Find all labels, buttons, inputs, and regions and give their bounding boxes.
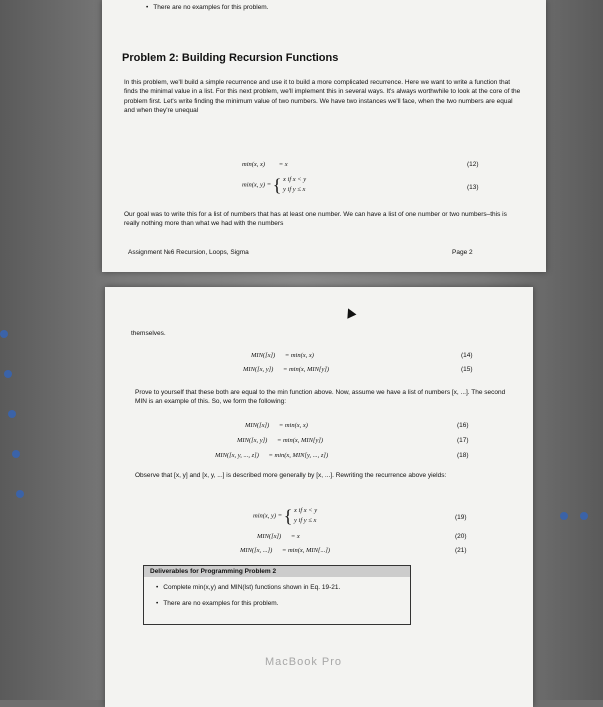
blue-dot-decoration <box>580 512 588 520</box>
eq20-rhs: = x <box>290 533 300 540</box>
blue-dot-decoration <box>12 450 20 458</box>
eq18-rhs: = min(x, MIN[y, ..., z]) <box>268 452 329 459</box>
eq18-lhs: MIN([x, y, ..., z]) <box>215 452 259 459</box>
eq14-number: (14) <box>461 352 473 359</box>
laptop-brand-label: MacBook Pro <box>265 656 343 668</box>
eq21-number: (21) <box>455 547 467 554</box>
eq12-number: (12) <box>467 161 479 168</box>
deliverable-item: • There are no examples for this problem. <box>156 599 279 608</box>
equation-15 <box>243 365 329 374</box>
eq15-number: (15) <box>461 366 473 373</box>
deliverables-title: Deliverables for Programming Problem 2 <box>144 566 410 577</box>
eq12-rhs: = x <box>278 161 288 168</box>
eq16-rhs: = min(x, x) <box>278 422 308 429</box>
eq19-case2: y if y ≤ x <box>294 517 317 524</box>
document-page-2 <box>105 287 533 707</box>
blue-dot-decoration <box>4 370 12 378</box>
eq13-case1: x if x < y <box>283 176 307 183</box>
eq14-rhs: = min(x, x) <box>284 352 314 359</box>
blue-dot-decoration <box>8 410 16 418</box>
observe-paragraph: Observe that [x, y] and [x, y, ...] is described more generally by [x, ...]. Rewriting the recurrence above yields: <box>135 472 447 479</box>
eq13-case2: y if y ≤ x <box>283 186 306 193</box>
eq15-lhs: MIN([x, y]) <box>243 366 274 373</box>
blue-dot-decoration <box>0 330 8 338</box>
eq16-lhs: MIN([x]) <box>245 422 270 429</box>
problem-title: Problem 2: Building Recursion Functions <box>122 52 339 64</box>
equation-19 <box>253 506 317 526</box>
equation-14 <box>251 351 314 360</box>
blue-dot-decoration <box>16 490 24 498</box>
eq16-number: (16) <box>457 422 469 429</box>
equation-13 <box>242 175 306 195</box>
deliverables-box <box>143 565 411 625</box>
document-page-1 <box>102 0 546 272</box>
brace-symbol: { <box>272 175 282 195</box>
goal-paragraph: Our goal was to write this for a list of numbers that has at least one number. We can have a list of one number or two numbers–this is really nothing more than what we had with the numbers <box>124 211 507 228</box>
lead-text: themselves. <box>131 330 166 337</box>
footer-assignment-title: Assignment №6 Recursion, Loops, Sigma <box>128 249 249 256</box>
eq20-number: (20) <box>455 533 467 540</box>
eq19-number: (19) <box>455 514 467 521</box>
eq21-rhs: = min(x, MIN[...]) <box>281 547 331 554</box>
eq17-lhs: MIN([x, y]) <box>237 437 268 444</box>
eq19-lhs: min(x, y) = <box>253 512 283 520</box>
bullet-no-examples: • There are no examples for this problem. <box>146 3 269 12</box>
page-number: Page 2 <box>452 249 473 256</box>
eq13-lhs: min(x, y) = <box>242 181 272 189</box>
equation-16 <box>245 421 308 430</box>
deliverable-item: • Complete min(x,y) and MIN(lst) functions shown in Eq. 19-21. <box>156 583 340 592</box>
eq15-rhs: = min(x, MIN[y]) <box>282 366 330 373</box>
eq20-lhs: MIN([x]) <box>257 533 282 540</box>
equation-18 <box>215 451 328 460</box>
eq17-rhs: = min(x, MIN[y]) <box>276 437 324 444</box>
eq14-lhs: MIN([x]) <box>251 352 276 359</box>
eq17-number: (17) <box>457 437 469 444</box>
eq21-lhs: MIN([x, ...]) <box>240 547 273 554</box>
eq19-case1: x if x < y <box>294 507 318 514</box>
prove-paragraph: Prove to yourself that these both are equal to the min function above. Now, assume we have a list of numbers [x, ...]. The second MIN is an example of this. So, we form the following: <box>135 389 506 406</box>
eq18-number: (18) <box>457 452 469 459</box>
eq13-number: (13) <box>467 184 479 191</box>
equation-21 <box>240 546 330 555</box>
eq12-lhs: min(x, x) <box>242 161 266 168</box>
equation-12 <box>242 160 288 169</box>
brace-symbol: { <box>283 506 293 526</box>
intro-paragraph: In this problem, we'll build a simple recurrence and use it to build a more complicated recurrence. Here we want to write a function that finds the minimal value in a list. For this next problem, we'll implement this in several ways. It's always worthwhile to look at the core of the problem first. Let's write finding the minimum value of two numbers. We have two instances we'll face, when the two numbers are equal and when they're unequal <box>124 79 521 115</box>
equation-20 <box>257 532 300 541</box>
equation-17 <box>237 436 323 445</box>
blue-dot-decoration <box>560 512 568 520</box>
